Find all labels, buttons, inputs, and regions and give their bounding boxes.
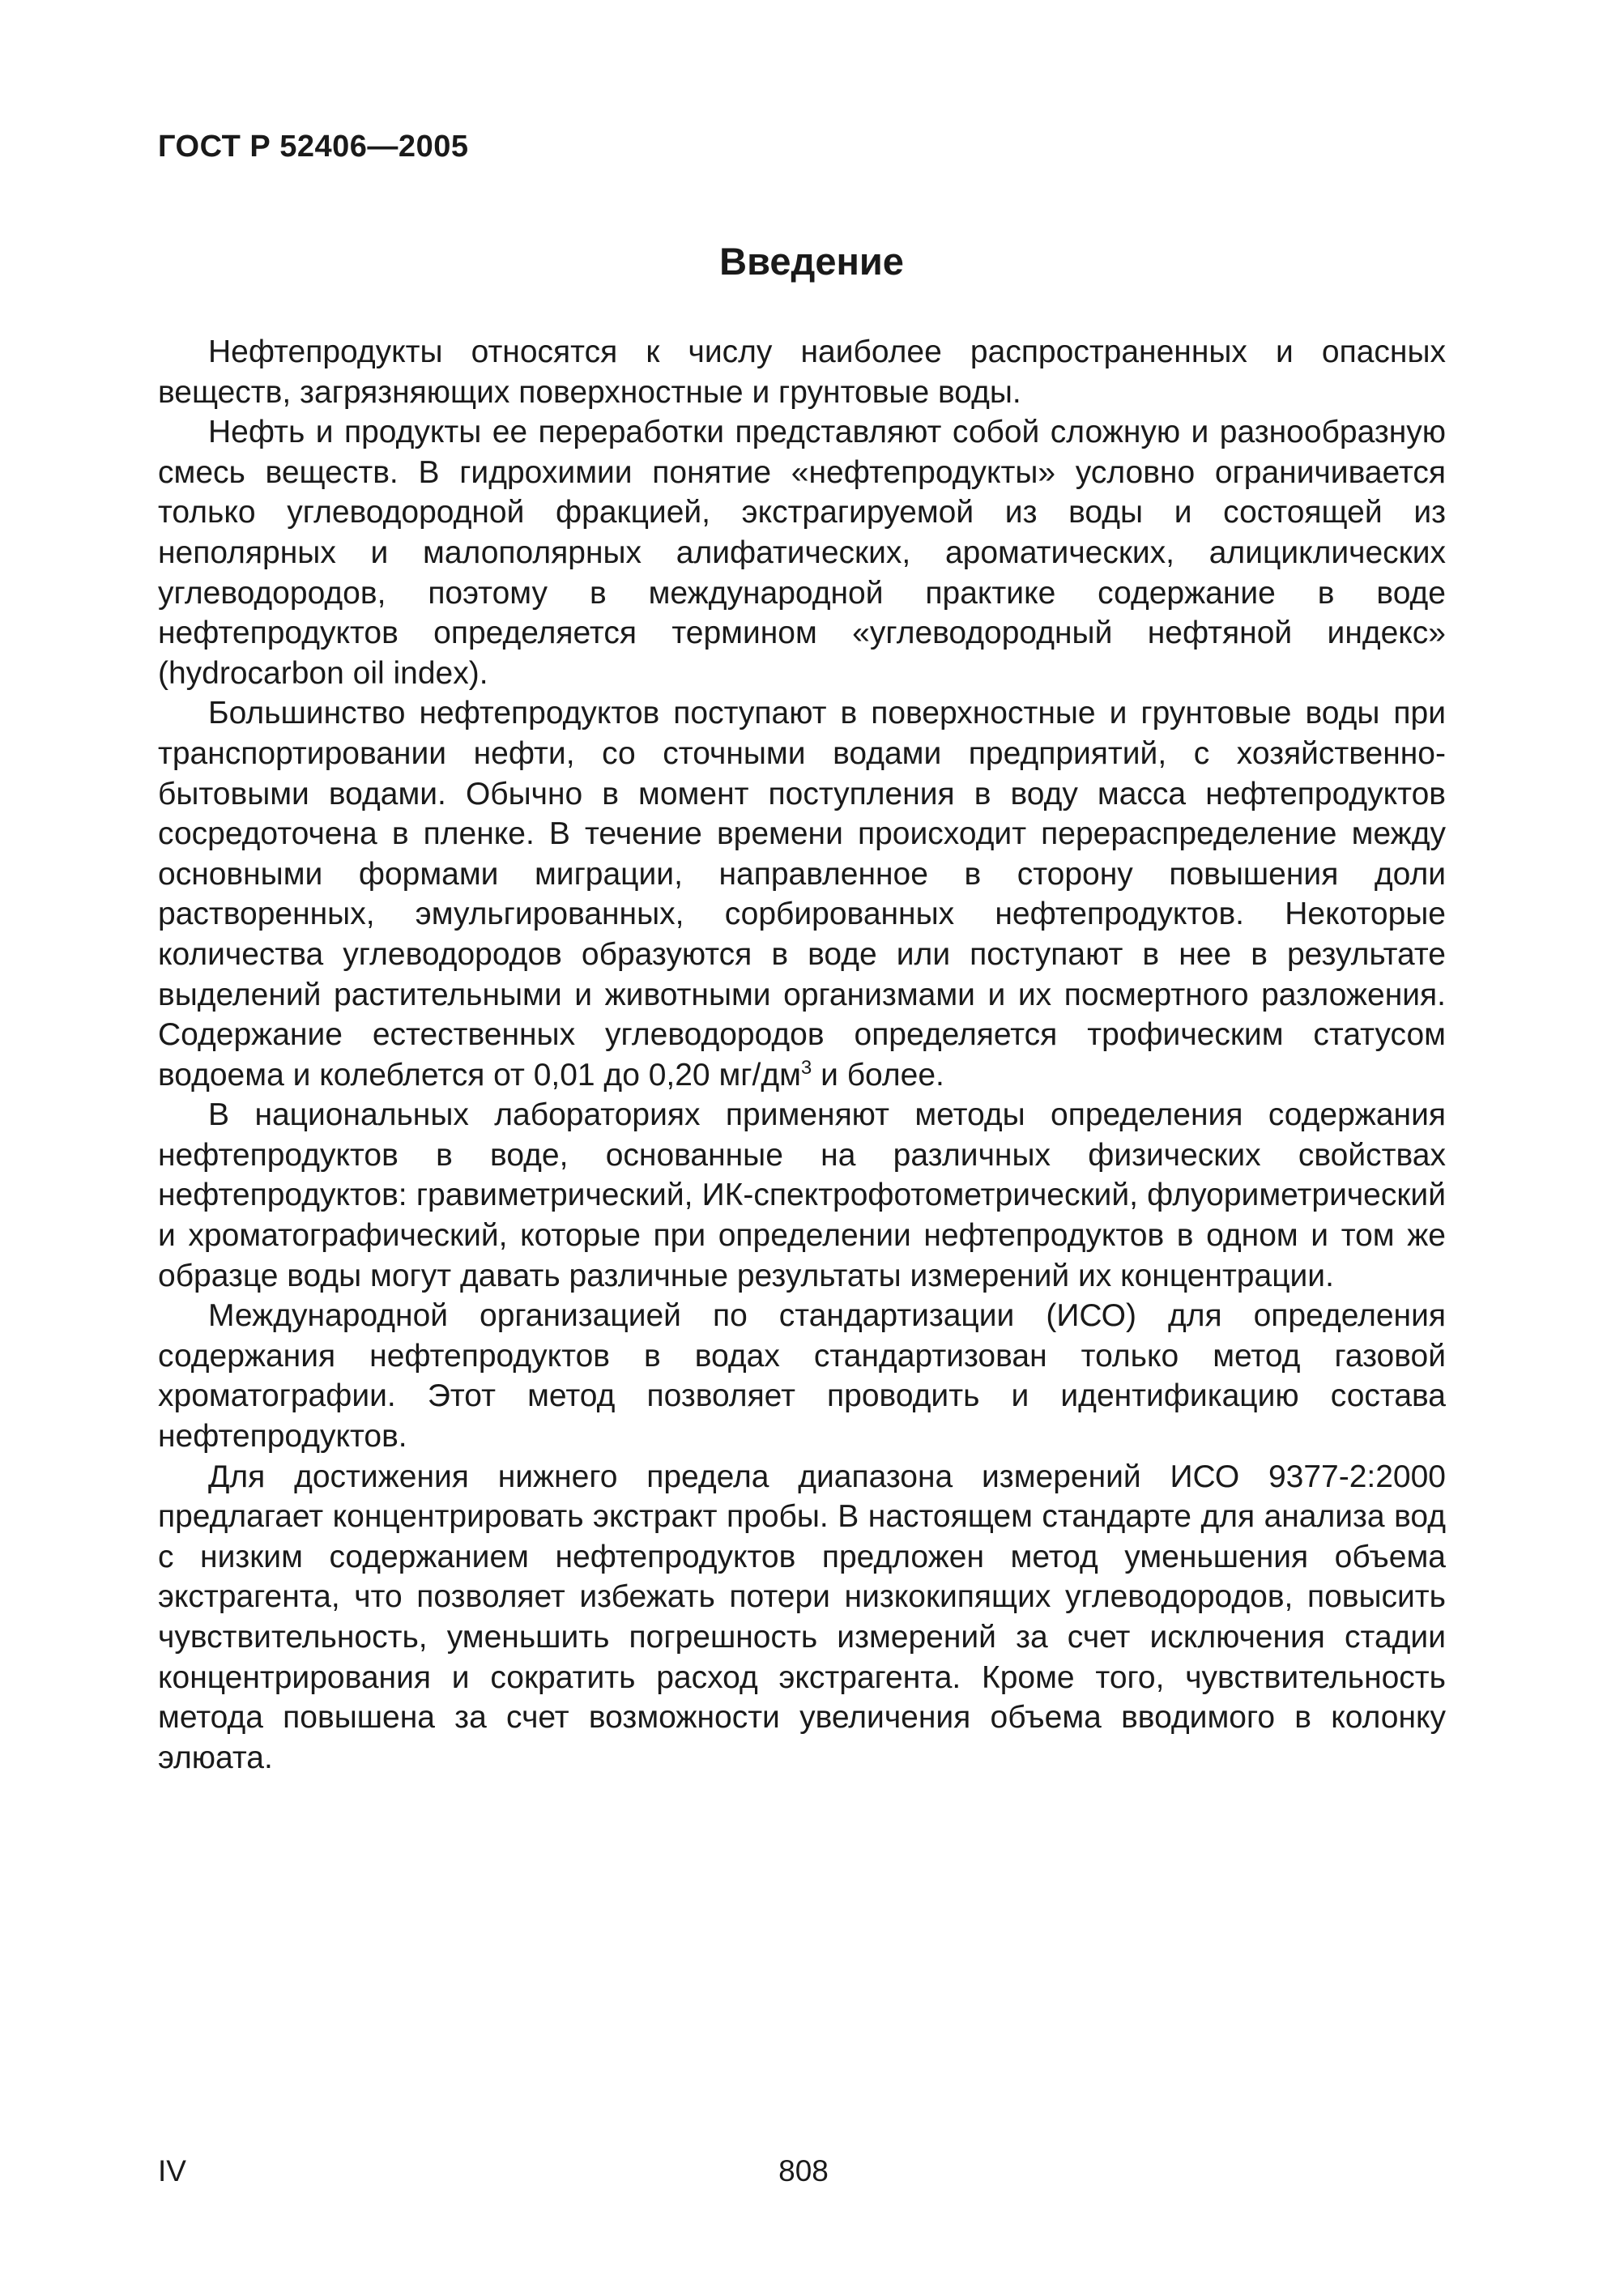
paragraph-6: Для достижения нижнего предела диапазона измерений ИСО 9377-2:2000 предлагает концентрировать экстракт пробы. В настоящем стандарте для анализа вод с низким содержанием нефтепродуктов предложен метод уменьшения объема экстрагента, что позволяет избежать потери низкокипящих углеводородов, повысить чувствительность, уменьшить погрешность измерений за счет исключения стадии концентрирования и сократить расход экстрагента. Кроме того, чувствительность метода повышена за счет возможности увеличения объема вводимого в колонку элюата. [158,1459,1446,1775]
paragraph-3-end: и более. [812,1057,944,1093]
document-id-header: ГОСТ Р 52406—2005 [158,130,469,164]
page-number: 808 [778,2154,829,2187]
paragraph-3 [158,693,1446,1095]
paragraph-1: Нефтепродукты относятся к числу наиболее распространенных и опасных веществ, загрязняющих поверхностные и грунтовые воды. [158,334,1446,410]
body-text [158,332,1446,1778]
section-title: Введение [719,240,904,283]
paragraph-5: Международной организацией по стандартизации (ИСО) для определения содержания нефтепродуктов в водах стандартизован только метод газовой хроматографии. Этот метод позволяет проводить и идентификацию состава нефтепродуктов. [158,1298,1446,1455]
paragraph-3-text: Большинство нефтепродуктов поступают в поверхностные и грунтовые воды при транспортировании нефти, со сточными водами предприятий, с хозяйственно-бытовыми водами. Обычно в момент поступления в воду масса нефтепродуктов сосредоточена в пленке. В течение времени происходит перераспределение между основными формами миграции, направленное в сторону повышения доли растворенных, эмульгированных, сорбированных нефтепродуктов. Некоторые количества углеводородов образуются в воде или поступают в нее в результате выделений растительными и животными организмами и их посмертного разложения. Содержание естественных углеводородов определяется трофическим статусом водоема и колеблется от 0,01 до 0,20 мг/дм [158,696,1446,1093]
superscript-cube: 3 [800,1056,812,1079]
paragraph-2: Нефть и продукты ее переработки представляют собой сложную и разнообразную смесь веществ. В гидрохимии понятие «нефтепродукты» условно ограничивается только углеводородной фракцией, экстрагируемой из воды и состоящей из неполярных и малополярных алифатических, ароматических, алициклических углеводородов, поэтому в международной практике содержание в воде нефтепродуктов определяется термином «углеводородный нефтяной индекс» (hydrocarbon oil index). [158,415,1446,691]
page-roman-numeral: IV [158,2154,186,2187]
paragraph-4: В национальных лабораториях применяют методы определения содержания нефтепродуктов в воде, основанные на различных физических свойствах нефтепродуктов: гравиметрический, ИК-спектрофотометрический, флуориметрический и хроматографический, которые при определении нефтепродуктов в одном и том же образце воды могут давать различные результаты измерений их концентрации. [158,1097,1446,1293]
